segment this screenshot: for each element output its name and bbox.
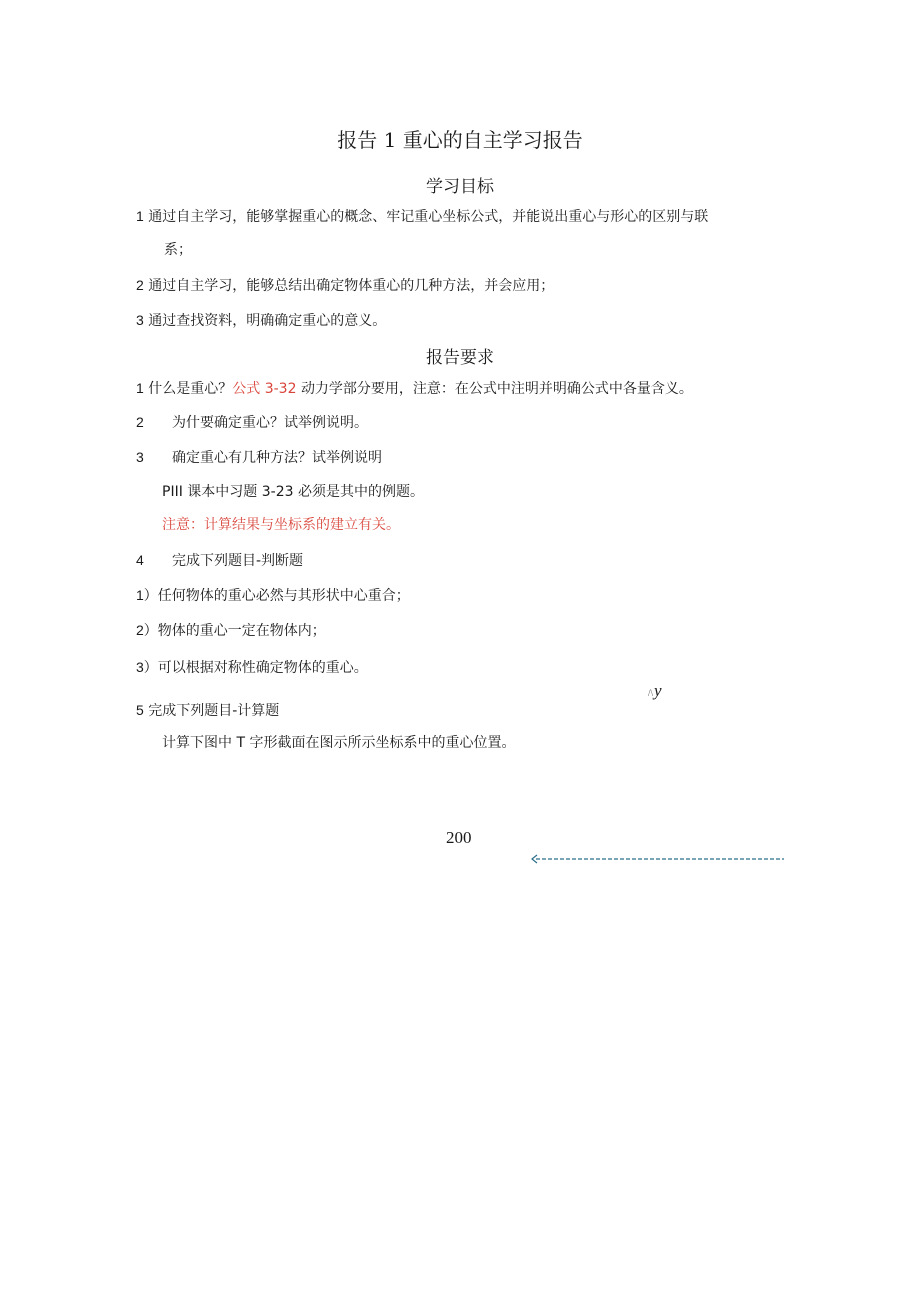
requirement-item-4-number: 4 (136, 552, 144, 568)
goal-item-3-text: 通过查找资料，明确确定重心的意义。 (148, 313, 387, 329)
requirements-heading: 报告要求 (426, 348, 494, 368)
requirement-item-1-note: 动力学部分要用，注意：在公式中注明并明确公式中各量含义。 (300, 381, 693, 397)
figure-dimension-label: 200 (446, 828, 472, 847)
report-title: 报告 1 重心的自主学习报告 (337, 128, 583, 152)
requirement-item-3-note-textbook: PIII 课本中习题 3-23 必须是其中的例题。 (162, 484, 424, 500)
requirement-item-2-number: 2 (136, 414, 144, 430)
judge-item-3-number: 3） (136, 659, 158, 675)
goal-item-1 (136, 206, 708, 227)
judge-item-2-number: 2） (136, 622, 158, 638)
goal-item-1-continuation: 系； (164, 242, 192, 258)
formula-reference: 公式 3-32 (232, 381, 297, 397)
judge-item-1 (136, 585, 410, 606)
requirement-item-5-number: 5 (136, 702, 144, 718)
goal-item-3-number: 3 (136, 312, 144, 328)
judge-item-1-number: 1） (136, 587, 158, 603)
requirement-item-1 (136, 378, 693, 399)
judge-item-3 (136, 657, 368, 678)
goal-item-3 (136, 310, 386, 331)
requirement-item-3-note-warning: 注意：计算结果与坐标系的建立有关。 (162, 517, 400, 533)
goal-item-2-text: 通过自主学习，能够总结出确定物体重心的几种方法，并会应用； (148, 278, 555, 294)
goal-item-2 (136, 275, 554, 296)
requirement-item-4 (136, 550, 303, 571)
figure-y-axis-label: /\y (648, 681, 662, 700)
requirement-item-1-number: 1 (136, 380, 144, 396)
requirement-item-2 (136, 412, 368, 433)
figure-x-axis-dashed-line (530, 852, 784, 866)
judge-item-1-text: 任何物体的重心必然与其形状中心重合； (157, 588, 410, 604)
requirement-item-5-text: 完成下列题目-计算题 (148, 703, 280, 719)
requirement-item-5 (136, 700, 279, 721)
goals-heading: 学习目标 (426, 177, 494, 197)
requirement-item-4-text: 完成下列题目-判断题 (172, 553, 304, 569)
judge-item-3-text: 可以根据对称性确定物体的重心。 (157, 660, 368, 676)
requirement-item-1-question: 什么是重心？ (148, 381, 233, 397)
goal-item-1-number: 1 (136, 208, 144, 224)
judge-item-2 (136, 620, 326, 641)
y-axis-arrow-icon: /\ (648, 688, 654, 698)
requirement-item-2-text: 为什要确定重心？试举例说明。 (172, 415, 368, 431)
requirement-item-3-number: 3 (136, 449, 144, 465)
requirement-item-5-description: 计算下图中 T 字形截面在图示所示坐标系中的重心位置。 (162, 735, 516, 751)
judge-item-2-text: 物体的重心一定在物体内； (157, 623, 326, 639)
goal-item-2-number: 2 (136, 277, 144, 293)
requirement-item-3-text: 确定重心有几种方法？试举例说明 (172, 450, 382, 466)
requirement-item-3 (136, 447, 382, 468)
goal-item-1-text: 通过自主学习，能够掌握重心的概念、牢记重心坐标公式，并能说出重心与形心的区别与联 (148, 209, 709, 225)
